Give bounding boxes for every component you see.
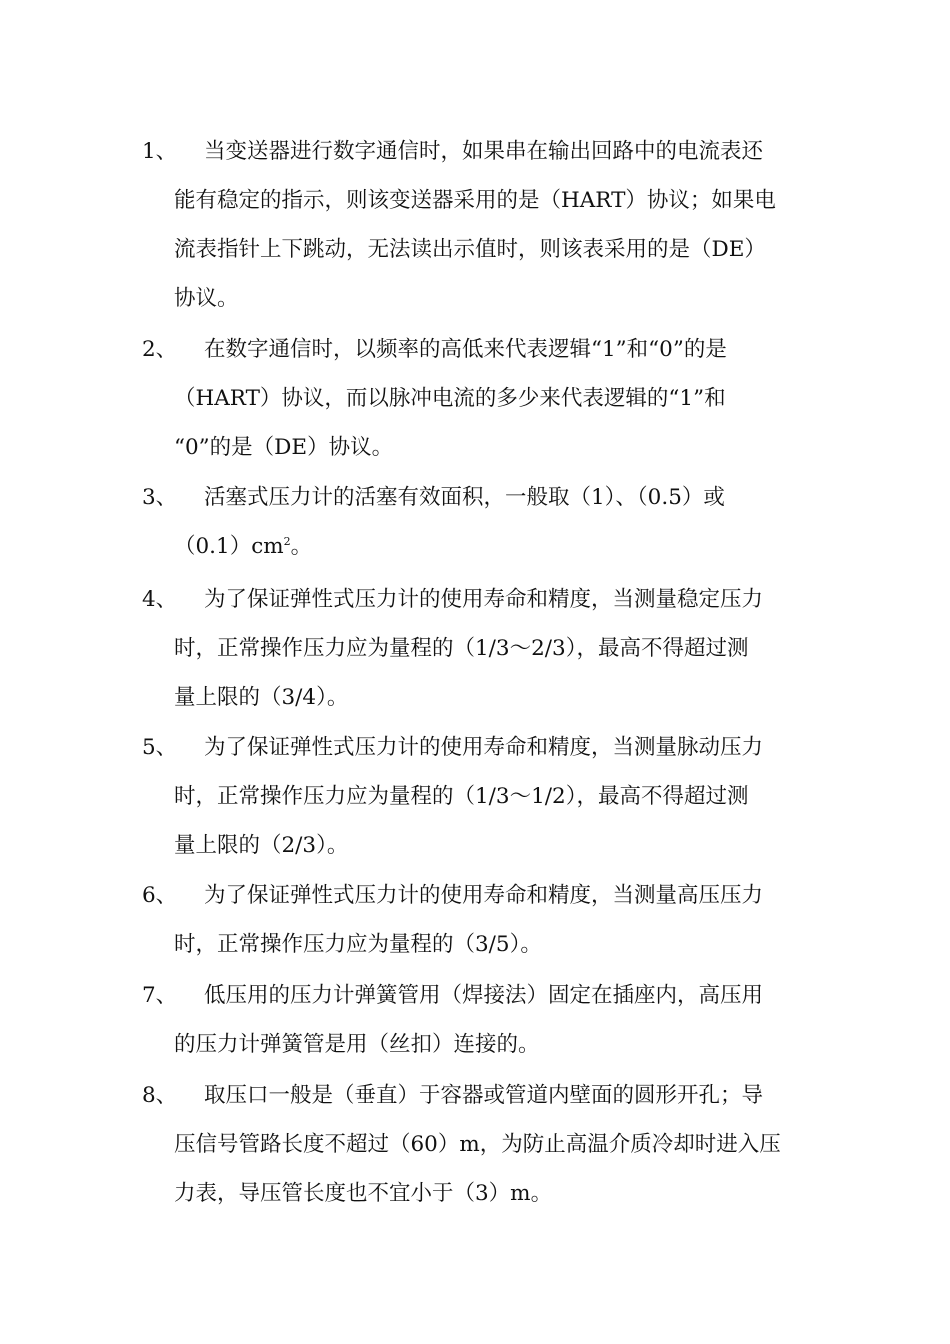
item-text-line: 低压用的压力计弹簧管用（焊接法）固定在插座内，高压用 [204,983,764,1008]
superscript: 2 [283,534,291,548]
item-text-line: 协议。 [174,286,239,311]
item-text-line: 时，正常操作压力应为量程的（3/5）。 [174,932,542,957]
item-number: 3、 [142,485,178,510]
item-text-line: 量上限的（2/3）。 [174,833,349,858]
item-text-line: 为了保证弹性式压力计的使用寿命和精度，当测量高压压力 [204,883,764,908]
item-number: 7、 [142,983,178,1008]
item-text-line: 能有稳定的指示，则该变送器采用的是（HART）协议；如果电 [174,188,776,213]
item-text-line: 在数字通信时，以频率的高低来代表逻辑“1”和“0”的是 [204,337,727,362]
item-number: 5、 [142,735,178,760]
item-number: 6、 [142,883,178,908]
item-text-line: （HART）协议，而以脉冲电流的多少来代表逻辑的“1”和 [174,386,726,411]
item-text-line: 流表指针上下跳动，无法读出示值时，则该表采用的是（DE） [174,237,766,262]
item-text-line: 量上限的（3/4）。 [174,685,349,710]
item-text-line: 活塞式压力计的活塞有效面积，一般取（1）、（0.5）或 [204,485,725,510]
item-number: 1、 [142,139,178,164]
item-text-segment: （0.1）cm [174,534,284,559]
item-text-segment: 。 [290,534,313,559]
item-text-line: 取压口一般是（垂直）于容器或管道内壁面的圆形开孔；导 [204,1083,764,1108]
item-text-line: “0”的是（DE）协议。 [174,435,394,460]
item-number: 4、 [142,587,178,612]
item-text-line-with-superscript [174,527,312,567]
item-text-line: 的压力计弹簧管是用（丝扣）连接的。 [174,1032,540,1057]
item-number: 8、 [142,1083,178,1108]
item-text-line: 为了保证弹性式压力计的使用寿命和精度，当测量脉动压力 [204,735,764,760]
item-text-line: 为了保证弹性式压力计的使用寿命和精度，当测量稳定压力 [204,587,764,612]
item-text-line: 时，正常操作压力应为量程的（1/3～1/2），最高不得超过测 [174,784,749,809]
item-text-line: 压信号管路长度不超过（60）m，为防止高温介质冷却时进入压 [174,1132,781,1157]
item-text-line: 力表，导压管长度也不宜小于（3）m。 [174,1181,553,1206]
item-text-line: 时，正常操作压力应为量程的（1/3～2/3），最高不得超过测 [174,636,749,661]
item-number: 2、 [142,337,178,362]
item-text-line: 当变送器进行数字通信时，如果串在输出回路中的电流表还 [204,139,764,164]
